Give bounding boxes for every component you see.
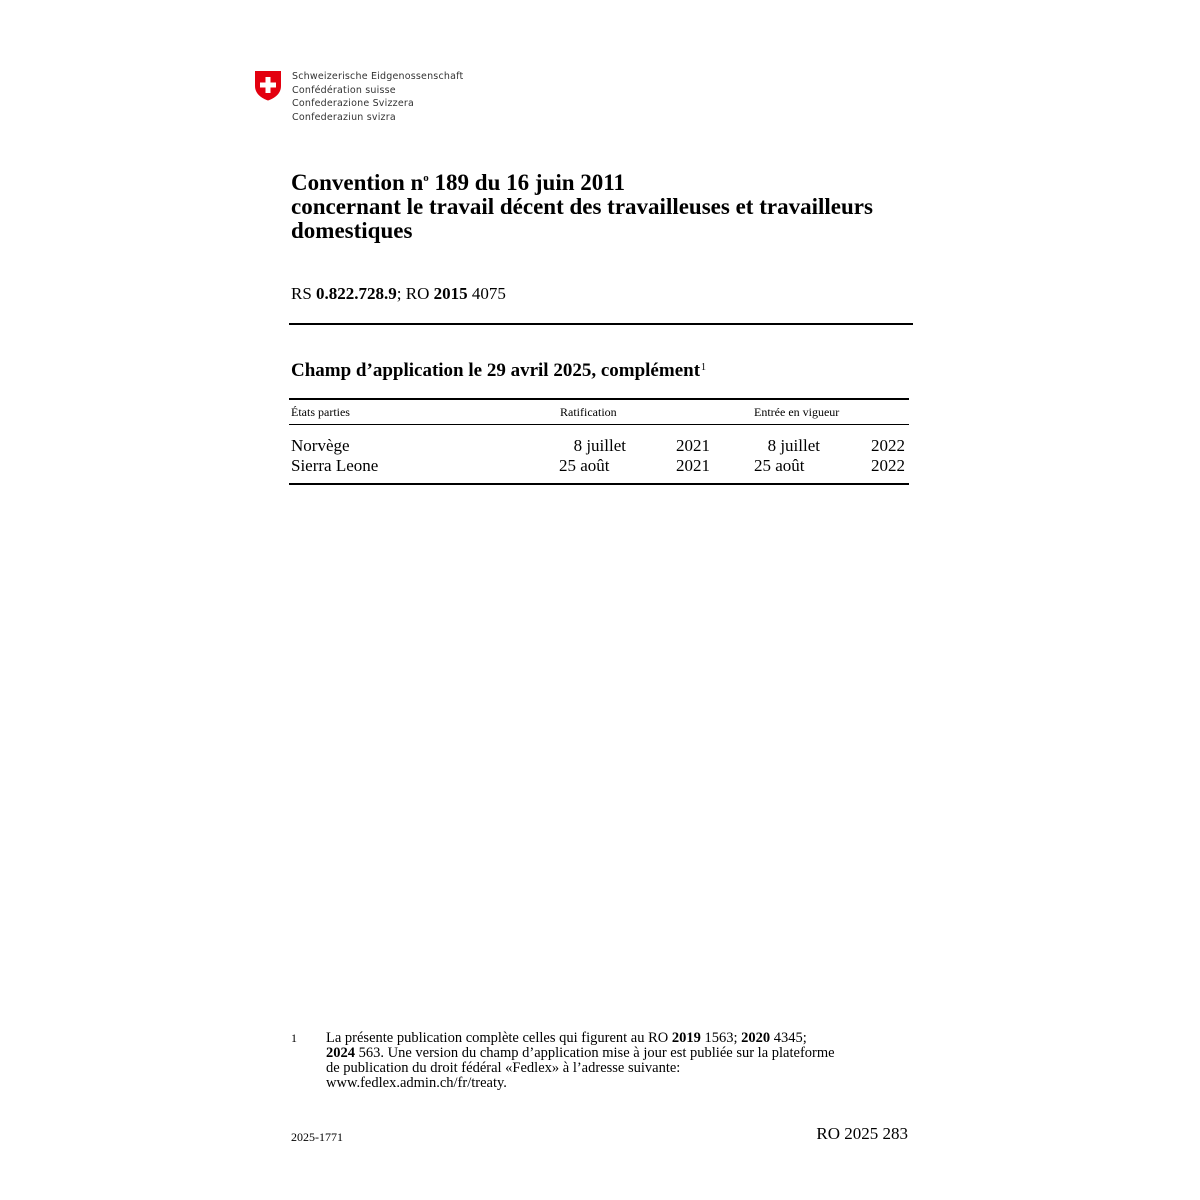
footnote-text-4: 563. Une version du champ d’application mise à jour est publiée sur la plateforme — [355, 1045, 835, 1061]
title-divider — [289, 323, 913, 325]
row-1-entry-date: 8 juillet — [767, 436, 820, 455]
swiss-emblem-icon — [254, 70, 282, 101]
table-bottom-rule — [289, 483, 909, 485]
footnote-year-2019: 2019 — [671, 1030, 701, 1046]
footnote-text — [326, 1031, 911, 1091]
footnote-year-2024: 2024 — [326, 1045, 355, 1061]
title-line2: concernant le travail décent des travailleuses et travailleurs — [291, 194, 873, 219]
table-header-rule — [289, 424, 909, 425]
table-top-rule — [289, 398, 909, 400]
rs-label: RS — [291, 284, 317, 303]
header-line-fr: Confédération suisse — [292, 84, 396, 96]
title-line1-prefix: Convention n — [291, 170, 424, 195]
confederation-header — [292, 70, 463, 124]
row-1-ratification-date: 8 juillet — [573, 436, 626, 455]
row-2-entry-date: 25 août — [754, 456, 805, 475]
ro-year: 2015 — [433, 284, 468, 303]
section-title — [291, 360, 706, 382]
row-2-state: Sierra Leone — [291, 456, 379, 475]
header-entry-into-force: Entrée en vigueur — [754, 405, 840, 419]
footnote-text-2: 1563; — [700, 1030, 742, 1046]
title-line1-sup: o — [423, 172, 429, 184]
row-2-entry-year: 2022 — [871, 456, 905, 475]
rs-value: 0.822.728.9 — [316, 284, 397, 303]
footnote-text-3: 4345; — [770, 1030, 807, 1046]
row-2-ratification-date: 25 août — [559, 456, 610, 475]
header-line-it: Confederazione Svizzera — [292, 98, 415, 109]
reference-numbers — [291, 284, 506, 304]
footnote-year-2020: 2020 — [741, 1030, 771, 1046]
footnote-text-1: La présente publication complète celles qui figurent au RO — [326, 1030, 672, 1046]
title-line3: domestiques — [291, 218, 413, 243]
header-line-rm: Confederaziun svizra — [292, 111, 396, 123]
page-reference: RO 2025 283 — [816, 1124, 908, 1143]
footnote-number: 1 — [291, 1031, 297, 1045]
row-2-ratification-year: 2021 — [676, 456, 710, 475]
header-line-de: Schweizerische Eidgenossenschaft — [292, 71, 464, 82]
section-title-text: Champ d’application le 29 avril 2025, complément — [291, 360, 701, 381]
title-line1-suffix: 189 du 16 juin 2011 — [428, 170, 625, 195]
footnote-text-5: de publication du droit fédéral «Fedlex» à l’adresse suivante: — [326, 1060, 681, 1076]
row-1-ratification-year: 2021 — [676, 436, 710, 455]
footnote-reference[interactable]: 1 — [701, 362, 707, 373]
header-states: États parties — [291, 405, 350, 419]
footnote-url[interactable]: www.fedlex.admin.ch/fr/treaty. — [326, 1075, 507, 1091]
row-1-entry-year: 2022 — [871, 436, 905, 455]
document-title — [291, 166, 931, 243]
header-ratification: Ratification — [560, 405, 617, 419]
document-id: 2025-1771 — [291, 1130, 343, 1144]
row-1-state: Norvège — [291, 436, 350, 455]
ro-label: ; RO — [396, 284, 434, 303]
ro-page: 4075 — [467, 284, 506, 303]
